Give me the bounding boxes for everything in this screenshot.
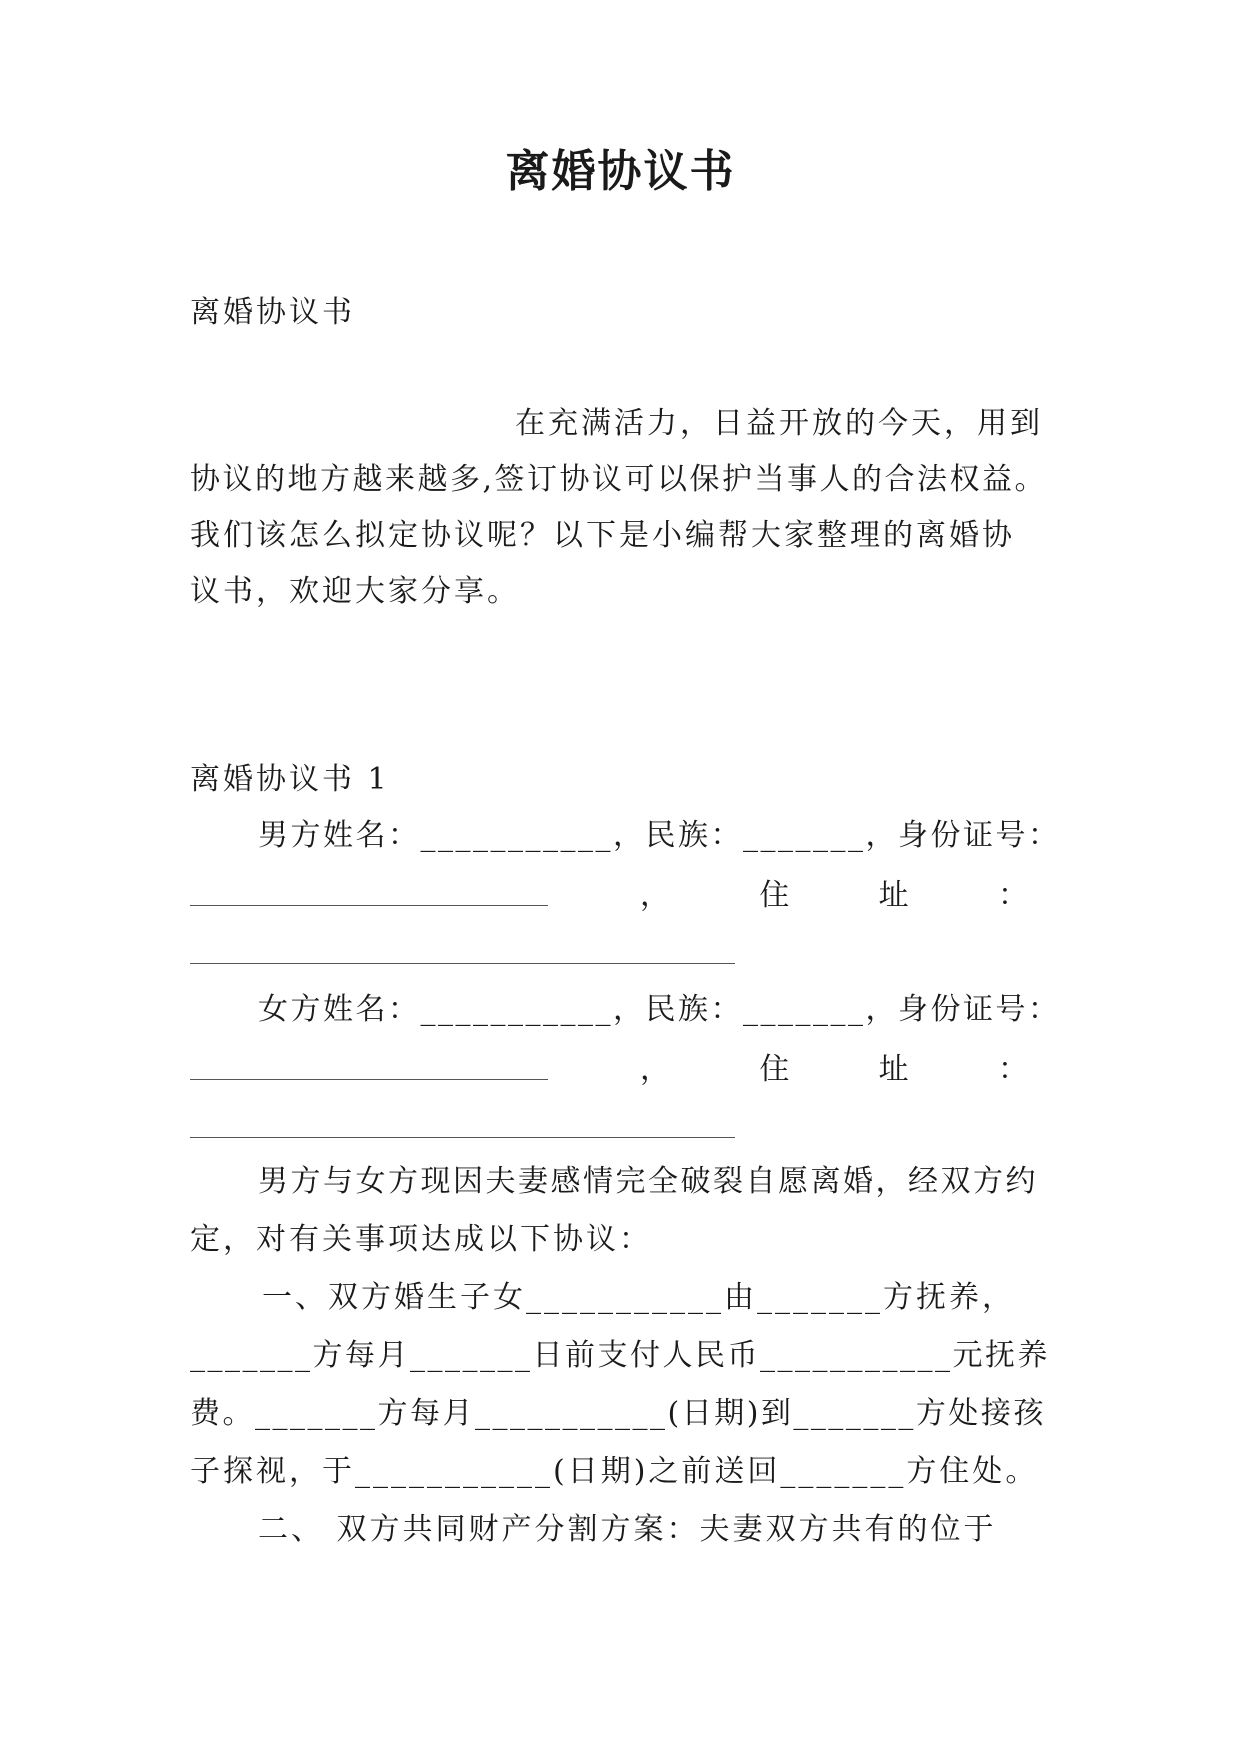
female-info-line: 女方姓名：___________，民族：_______，身份证号： bbox=[258, 992, 1061, 1027]
intro-line-3: 我们该怎么拟定协议呢？以下是小编帮大家整理的离婚协 bbox=[190, 518, 1015, 553]
intro-line-1: 在充满活力，日益开放的今天，用到 bbox=[515, 406, 1043, 441]
female-address-zhi: 址 bbox=[878, 1052, 909, 1087]
female-address-colon: ： bbox=[997, 1052, 1028, 1087]
female-address-comma: ， bbox=[640, 1052, 670, 1087]
female-address-blank bbox=[190, 1137, 735, 1138]
section-heading: 离婚协议书 1 bbox=[190, 762, 390, 797]
female-address-zhu: 住 bbox=[759, 1052, 790, 1087]
intro-line-2: 协议的地方越来越多,签订协议可以保护当事人的合法权益。 bbox=[190, 462, 1048, 497]
male-address-zhu: 住 bbox=[759, 878, 790, 913]
male-address-comma: ， bbox=[640, 878, 670, 913]
male-id-blank bbox=[190, 905, 548, 906]
agreement-line-2: 定，对有关事项达成以下协议： bbox=[190, 1222, 652, 1257]
male-address-colon: ： bbox=[997, 878, 1028, 913]
clause-1-line-2: _______方每月_______日前支付人民币___________元抚养 bbox=[190, 1338, 1050, 1373]
male-info-line: 男方姓名：___________，民族：_______，身份证号： bbox=[258, 818, 1061, 853]
male-address-zhi: 址 bbox=[878, 878, 909, 913]
intro-line-4: 议书，欢迎大家分享。 bbox=[190, 574, 520, 609]
clause-1-line-3: 费。_______方每月___________(日期)到_______方处接孩 bbox=[190, 1396, 1046, 1431]
male-address-blank bbox=[190, 963, 735, 964]
male-address-label bbox=[640, 876, 1028, 916]
female-address-label bbox=[640, 1050, 1028, 1090]
clause-2-line-1: 二、 双方共同财产分割方案：夫妻双方共有的位于 bbox=[258, 1512, 997, 1547]
agreement-line-1: 男方与女方现因夫妻感情完全破裂自愿离婚，经双方约 bbox=[258, 1164, 1038, 1199]
document-subtitle: 离婚协议书 bbox=[190, 295, 355, 330]
clause-1-line-1: 一、双方婚生子女___________由_______方抚养， bbox=[262, 1280, 1015, 1315]
clause-1-line-4: 子探视，于___________(日期)之前送回_______方住处。 bbox=[190, 1454, 1039, 1489]
document-title: 离婚协议书 bbox=[505, 146, 736, 197]
female-id-blank bbox=[190, 1079, 548, 1080]
